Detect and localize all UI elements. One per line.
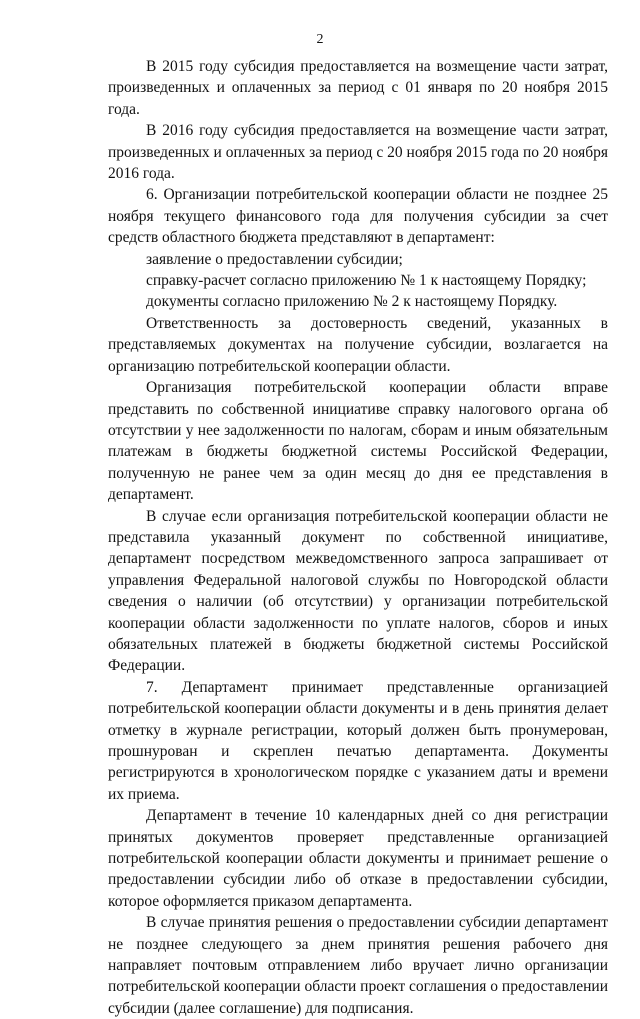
paragraph-item-6: 6. Организации потребительской кооперации области не позднее 25 ноября текущего финансового года для получения субсидии за счет средств областного бюджета представляют в департамент: <box>108 186 608 247</box>
paragraph-subsidy-2016: В 2016 году субсидия предоставляется на возмещение части затрат, произведенных и оплаченных за период с 20 ноября 2015 года по 20 ноября 2016 года. <box>108 122 608 183</box>
paragraph-subsidy-2015: В 2015 году субсидия предоставляется на возмещение части затрат, произведенных и оплаченных за период с 01 января по 20 ноября 2015 года. <box>108 58 608 118</box>
paragraph-tax-certificate: Организация потребительской кооперации области вправе представить по собственной инициативе справку налогового органа об отсутствии у нее задолженности по налогам, сборам и иным обязательным платежам в бюджеты бюджетной системы Российской Федерации, полученную не ранее чем за один месяц до дня ее представления в департамент. <box>108 379 608 504</box>
paragraph-item-7: 7. Департамент принимает представленные организацией потребительской кооперации области документы и в день принятия делает отметку в журнале регистрации, который должен быть пронумерован, прошнурован и скреплен печатью департамента. Документы регистрируются в хронологическом порядке с указанием даты и времени их приема. <box>108 678 608 803</box>
page-number: 2 <box>316 32 324 47</box>
list-item-application: заявление о предоставлении субсидии; <box>146 250 403 268</box>
list-item-documents: документы согласно приложению № 2 к настоящему Порядку. <box>146 293 558 311</box>
list-item-calculation: справку-расчет согласно приложению № 1 к настоящему Порядку; <box>146 272 587 290</box>
paragraph-interagency-request: В случае если организация потребительской кооперации области не представила указанный документ по собственной инициативе, департамент посредством межведомственного запроса запрашивает от управления Федеральной налоговой службы по Новгородской области сведения о наличии (об отсутствии) у организации потребительской кооперации области задолженности по уплате налогов, сборов и иных обязательных платежей в бюджеты бюджетной системы Российской Федерации. <box>108 507 608 675</box>
document-body <box>108 56 608 1019</box>
paragraph-responsibility: Ответственность за достоверность сведений, указанных в представляемых документах на получение субсидии, возлагается на организацию потребительской кооперации области. <box>108 314 608 375</box>
paragraph-review-period: Департамент в течение 10 календарных дней со дня регистрации принятых документов проверяет представленные организацией потребительской кооперации области документы и принимает решение о предоставлении субсидии либо об отказе в предоставлении субсидии, которое оформляется приказом департамента. <box>108 807 608 910</box>
paragraph-agreement: В случае принятия решения о предоставлении субсидии департамент не позднее следующего за днем принятия решения рабочего дня направляет почтовым отправлением либо вручает лично организации потребительской кооперации области проект соглашения о предоставлении субсидии (далее соглашение) для подписания. <box>108 914 608 1017</box>
